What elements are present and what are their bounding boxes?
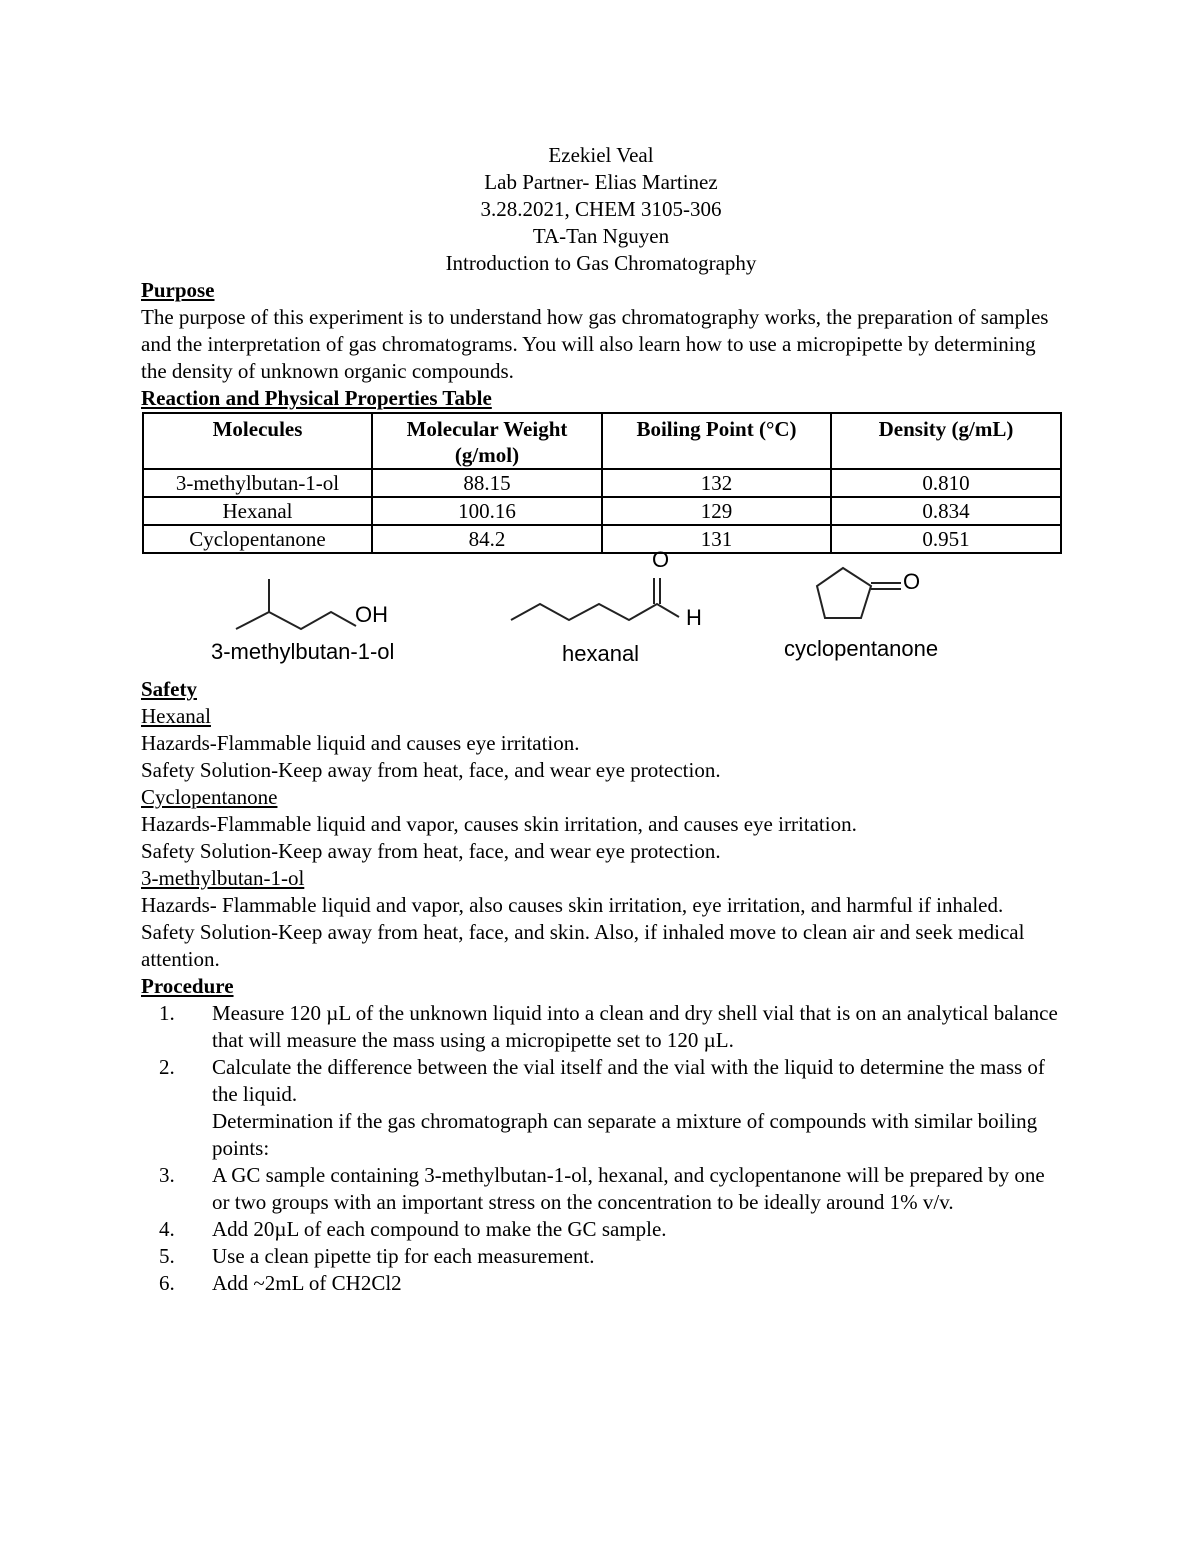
column-header: Molecules (143, 413, 372, 469)
hexanal-structure-icon (507, 562, 682, 642)
table-row (143, 469, 1061, 497)
step-text: A GC sample containing 3-methylbutan-1-ol, hexanal, and cyclopentanone will be prepared by one or two groups with an important stress on the concentration to be ideally around 1% v/v. (212, 1163, 1045, 1214)
table-cell: 84.2 (372, 525, 602, 553)
table-cell: Hexanal (143, 497, 372, 525)
teaching-assistant: TA-Tan Nguyen (532, 224, 670, 248)
table-cell: 0.951 (831, 525, 1061, 553)
date-course: 3.28.2021, CHEM 3105-306 (480, 197, 722, 221)
procedure-step (141, 1000, 1061, 1054)
document-page (141, 142, 1061, 1297)
cyclopentanone-structure-icon (813, 558, 913, 638)
procedure-heading: Procedure (141, 974, 234, 998)
table-cell: 3-methylbutan-1-ol (143, 469, 372, 497)
hazards-text: Hazards-Flammable liquid and vapor, causes skin irritation, and causes eye irritation. (141, 812, 857, 836)
hazards-text: Hazards- Flammable liquid and vapor, also causes skin irritation, eye irritation, and harmful if inhaled. (141, 893, 1004, 917)
structure-label: cyclopentanone (784, 636, 939, 661)
table-cell: 0.834 (831, 497, 1061, 525)
procedure-step (141, 1054, 1061, 1108)
properties-table (142, 412, 1062, 554)
procedure-list (141, 1000, 1061, 1108)
table-row (143, 497, 1061, 525)
safety-group-hexanal (141, 703, 1061, 784)
safety-group-3-methylbutan-1-ol (141, 865, 1061, 973)
step-text: Calculate the difference between the vial itself and the vial with the liquid to determine the mass of the liquid. (212, 1055, 1045, 1106)
oxygen-atom-label: O (903, 569, 921, 594)
oxygen-atom-label: O (652, 547, 670, 572)
hazards-text: Hazards-Flammable liquid and causes eye irritation. (141, 731, 580, 755)
chemical-name: Cyclopentanone (141, 785, 278, 809)
table-header-row (143, 413, 1061, 469)
safety-solution-text: Safety Solution-Keep away from heat, face, and wear eye protection. (141, 758, 721, 782)
table-cell: 132 (602, 469, 831, 497)
procedure-list-continued (141, 1162, 1061, 1297)
procedure-step (141, 1216, 1061, 1243)
safety-group-cyclopentanone (141, 784, 1061, 865)
step-number: 6. (159, 1271, 175, 1295)
step-number: 4. (159, 1217, 175, 1241)
procedure-note: Determination if the gas chromatograph can separate a mixture of compounds with similar boiling points: (212, 1109, 1038, 1160)
oh-group-label: OH (355, 602, 388, 627)
chemical-structures (141, 547, 1061, 676)
lab-partner: Lab Partner- Elias Martinez (484, 170, 718, 194)
table-heading: Reaction and Physical Properties Table (141, 386, 492, 410)
step-number: 5. (159, 1244, 175, 1268)
table-cell: 131 (602, 525, 831, 553)
structure-label: hexanal (562, 641, 640, 666)
purpose-heading: Purpose (141, 278, 215, 302)
report-title: Introduction to Gas Chromatography (445, 251, 757, 275)
step-text: Add ~2mL of CH2Cl2 (212, 1271, 402, 1295)
table-cell: 88.15 (372, 469, 602, 497)
step-number: 2. (159, 1055, 175, 1079)
safety-solution-text: Safety Solution-Keep away from heat, face, and skin. Also, if inhaled move to clean air and seek medical attention. (141, 920, 1025, 971)
table-cell: 100.16 (372, 497, 602, 525)
document-header (141, 142, 1061, 277)
step-number: 3. (159, 1163, 175, 1187)
column-header: Density (g/mL) (831, 413, 1061, 469)
purpose-text: The purpose of this experiment is to understand how gas chromatography works, the preparation of samples and the interpretation of gas chromatograms. You will also learn how to use a micropipette by determining the density of unknown organic compounds. (141, 305, 1049, 383)
step-text: Use a clean pipette tip for each measurement. (212, 1244, 595, 1268)
table-cell: Cyclopentanone (143, 525, 372, 553)
structure-label: 3-methylbutan-1-ol (211, 639, 395, 664)
column-header: Molecular Weight (g/mol) (372, 413, 602, 469)
safety-solution-text: Safety Solution-Keep away from heat, face, and wear eye protection. (141, 839, 721, 863)
table-cell: 129 (602, 497, 831, 525)
procedure-step (141, 1270, 1061, 1297)
table-cell: 0.810 (831, 469, 1061, 497)
chemical-name: Hexanal (141, 704, 211, 728)
procedure-step (141, 1162, 1061, 1216)
step-text: Measure 120 µL of the unknown liquid into a clean and dry shell vial that is on an analytical balance that will measure the mass using a micropipette set to 120 µL. (212, 1001, 1058, 1052)
author-name: Ezekiel Veal (548, 143, 654, 167)
step-number: 1. (159, 1001, 175, 1025)
column-header: Boiling Point (°C) (602, 413, 831, 469)
chemical-name: 3-methylbutan-1-ol (141, 866, 305, 890)
safety-heading: Safety (141, 677, 197, 701)
step-text: Add 20µL of each compound to make the GC sample. (212, 1217, 667, 1241)
procedure-step (141, 1243, 1061, 1270)
hydrogen-atom-label: H (686, 605, 702, 630)
table-row (143, 525, 1061, 553)
